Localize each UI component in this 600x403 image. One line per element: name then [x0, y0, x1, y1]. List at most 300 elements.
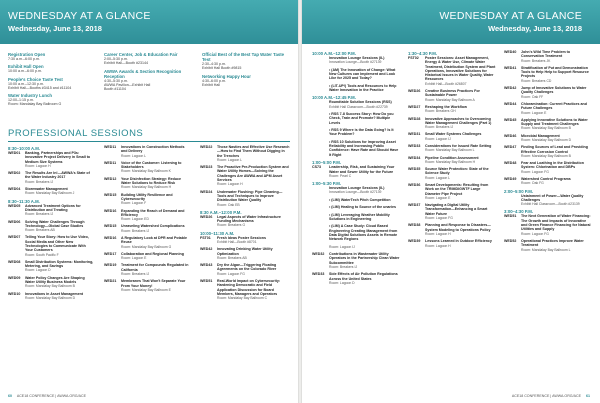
- session-body: [425, 156, 496, 164]
- session-code: WED44: [504, 101, 517, 106]
- session-entry: [312, 128, 400, 137]
- session-room: Room: Lagoon D: [329, 280, 355, 285]
- session-title: Small Distribution Systems: Monitoring, Metering, and Savings: [25, 259, 94, 269]
- session-code: [312, 186, 329, 194]
- session-title: Smart Developments: Resulting from Work on the TRIMDIGWTF Large Diameter Pipe Project: [425, 183, 489, 196]
- session-title: Those Nasties and Effective Use Research—How to Find Them Without Digging in the Trenches: [217, 145, 290, 158]
- event-detail: 2:30–4:30 p.m.: [202, 62, 226, 66]
- session-code: WED05: [8, 203, 21, 208]
- session-room: Room: Breakers GH: [425, 109, 456, 114]
- session-code: [312, 128, 329, 137]
- right-footer: [512, 394, 590, 398]
- session-room: Room: Mandalay Bay Ballroom B: [521, 153, 571, 158]
- session-body: [521, 214, 592, 235]
- session-room: Room: Oak EB: [217, 202, 240, 207]
- session-title: • RSS 10 Solutions for Improving Asset Reliability and Increasing Public Confidence: Have Rate and Should Have It Right: [329, 139, 399, 157]
- session-entry: [408, 132, 496, 140]
- session-code: WED08: [8, 259, 21, 264]
- time-slot-heading: 8:30–10:00 A.M.: [8, 146, 41, 151]
- session-room: Room: Lagoon E: [425, 195, 451, 200]
- session-code: WED06: [8, 219, 21, 224]
- session-code: WED01: [8, 151, 21, 155]
- session-entry: [504, 239, 592, 252]
- left-banner-date: Wednesday, June 13, 2018: [8, 24, 102, 33]
- session-title: Underwater Flushing: Pipe Cleaning—Tools and Techniques to Improve Distribution Water Quality: [217, 189, 283, 203]
- session-entry: [200, 263, 290, 276]
- session-body: [521, 86, 592, 99]
- session-entry: [504, 161, 592, 174]
- session-entry: [104, 193, 190, 206]
- session-body: [329, 68, 400, 81]
- session-code: WED26: [200, 214, 213, 219]
- session-title: Considerations for Issued Rate Setting: [425, 143, 492, 148]
- session-entry: [504, 145, 592, 158]
- session-entry: [408, 117, 496, 130]
- session-code: WED23: [200, 165, 213, 170]
- session-body: [521, 102, 592, 115]
- session-body: [329, 186, 400, 194]
- session-title: Contributions in Wastewater Utility Operators in the Partnership Clean Water Subcommittee: [329, 252, 400, 265]
- session-code: FST02: [408, 56, 419, 60]
- session-title: Innovation Lounge Sessions (IL): [329, 56, 385, 60]
- session-entry: [408, 144, 496, 152]
- session-title: Your Disinfection Strategy: Reduce Water Solutions to Reduce Risk: [121, 176, 182, 186]
- session-code: [504, 194, 521, 207]
- session-body: [329, 112, 400, 125]
- session-body: [521, 134, 592, 142]
- session-code: WED12: [104, 176, 117, 181]
- event-title: Registration Open: [8, 52, 46, 57]
- time-slot-heading: 10:00 A.M.–12:00 P.M.: [312, 51, 356, 56]
- session-entry: [8, 220, 94, 233]
- session-title: Advanced Treatment Options for Distribution and Treating: [25, 203, 81, 212]
- session-code: WED42: [504, 86, 517, 91]
- session-body: [217, 145, 290, 162]
- session-title: Planning and Response to Disasters—System Modeling to Operations Policy: [425, 223, 491, 232]
- session-title: Expanding the Reach of Demand and Efficiency: [121, 208, 185, 217]
- event-item: [202, 74, 288, 88]
- session-code: WED31: [408, 132, 421, 137]
- session-code: [312, 56, 329, 64]
- session-entry: [408, 203, 496, 220]
- session-entry: [504, 134, 592, 142]
- session-title: Innovating Drinking Water Utility Optimization: [217, 247, 273, 256]
- session-body: [521, 239, 592, 252]
- session-body: [25, 204, 94, 217]
- session-body: [25, 235, 94, 256]
- right-banner-title: WEDNESDAY AT A GLANCE: [439, 10, 582, 22]
- session-room: Room: Lagoon IJ: [329, 244, 355, 249]
- right-footer-text: ACE18 CONFERENCE | AWWA.ORG/ACE: [511, 394, 581, 398]
- session-code: WED37: [408, 203, 421, 208]
- session-title: Leadership, Risk, and Sustaining Your Water and Sewer Utility for the Future: [329, 165, 395, 174]
- session-code: [312, 84, 329, 93]
- session-code: WED26: [408, 89, 421, 94]
- session-entry: [312, 198, 400, 202]
- session-entry: [312, 140, 400, 157]
- session-code: WED46: [504, 133, 517, 138]
- session-room: Room: Oak FF: [521, 94, 544, 99]
- session-body: [521, 66, 592, 83]
- session-code: WED38: [408, 223, 421, 228]
- session-title: Innovations in Construction Methods and Delivery: [121, 145, 185, 154]
- left-footer: [8, 394, 86, 398]
- session-code: WED21: [104, 279, 117, 284]
- session-title: The Results Are In!—AWWA's State of the Water Industry 2017: [25, 171, 90, 180]
- session-code: WED51: [504, 214, 517, 219]
- session-body: [329, 198, 400, 202]
- session-title: Applying Innovative Solutions to Water Supply and Treatment Challenges: [521, 117, 588, 127]
- session-code: CS73: [312, 165, 321, 170]
- session-body: [425, 132, 496, 140]
- at-a-glance-events: [8, 52, 290, 114]
- left-banner-title: WEDNESDAY AT A GLANCE: [8, 10, 151, 22]
- session-entry: [312, 213, 400, 222]
- left-sessions-column-3: [200, 145, 290, 303]
- session-code: WED15: [104, 224, 117, 229]
- session-room: Room: Mandalay Bay Ballroom E: [121, 287, 171, 292]
- session-code: WED28: [408, 116, 421, 121]
- session-title: Navigating a Digital Utility Transformation—Enhancing a Smart Water Future: [425, 203, 488, 216]
- session-entry: [8, 151, 94, 168]
- events-column-2: [104, 52, 190, 94]
- session-title: Solving Water Challenges Through Technology—Global Case Studies: [25, 219, 85, 228]
- session-entry: [504, 214, 592, 235]
- session-title: Treatment for Compounds Regulated in California: [121, 263, 189, 272]
- session-title: Jump of Innovative Solutions to Water Quality Challenges: [521, 86, 587, 95]
- session-entry: [8, 276, 94, 289]
- time-slot-heading: 10:00–11:30 A.M.: [200, 230, 235, 236]
- time-slot-heading: 1:00–5:30 P.M.: [312, 181, 342, 187]
- session-title: • (LIM) Healing to Source of the unaries: [329, 205, 396, 210]
- session-body: [121, 224, 190, 232]
- session-body: [217, 215, 290, 228]
- session-entry: [312, 252, 400, 269]
- session-entry: [104, 279, 190, 292]
- session-title: Stormwater Management: [25, 187, 68, 192]
- session-room: Room: Mandalay Bay Ballroom D: [25, 295, 76, 300]
- event-title: Networking Happy Hour: [202, 73, 251, 79]
- session-code: WED33: [408, 143, 421, 148]
- session-title: John's Wild Time Problem to Conservation Treatment: [521, 50, 571, 59]
- session-entry: [8, 260, 94, 273]
- session-code: WED34: [408, 155, 421, 160]
- session-entry: [504, 177, 592, 185]
- session-title: The Next Generation of Water Financing: The Growth and Impacts of Innovative and Green Finance Financing for Natural Utilities and Supply: [521, 214, 591, 232]
- session-body: [25, 292, 94, 300]
- session-code: WED22: [200, 145, 213, 149]
- session-room: Innovation Lounge—Booth #27139: [329, 190, 382, 195]
- session-entry: [408, 56, 496, 86]
- session-code: WED42: [200, 247, 213, 252]
- session-room: Room: Mandalay Bay Ballroom B: [521, 126, 571, 131]
- session-code: WED48: [504, 161, 517, 166]
- session-entry: [8, 235, 94, 256]
- session-entry: [408, 167, 496, 180]
- session-code: WED17: [104, 251, 117, 256]
- session-body: [121, 145, 190, 158]
- session-room: Room: Mandalay Bay Ballroom G: [121, 244, 172, 249]
- session-entry: [104, 263, 190, 276]
- session-title: • (LIT-UP!) Tools and Resources to Help Water Innovation in the Practice: [329, 83, 397, 92]
- session-code: WED07: [8, 235, 21, 240]
- session-entry: [8, 187, 94, 195]
- session-room: Room: Breakers IJ: [121, 272, 150, 276]
- session-entry: [8, 292, 94, 300]
- event-detail: Booth #11104: [104, 87, 126, 92]
- session-entry: [104, 145, 190, 158]
- session-room: Room: Mandalay Bay Ballroom K: [121, 169, 171, 174]
- session-body: [329, 165, 400, 178]
- session-entry: [504, 118, 592, 131]
- session-title: Real-World Impact on Cybersecurity: Hardening Democratic and Field Application Discussion for Board Members, Managers and Operators: [217, 279, 281, 296]
- session-body: [25, 171, 94, 184]
- right-sessions-column-3: [504, 50, 592, 255]
- session-code: WED36: [408, 183, 421, 187]
- session-room: Room: South Pacific F: [25, 252, 59, 257]
- session-title: Telling Your Story: How to Use Video, Social Media and Other New Technologies to Communicate With Your Customers: [25, 235, 89, 253]
- left-sessions-column-2: [104, 145, 190, 295]
- session-entry: [504, 86, 592, 99]
- session-title: Dry the Algae—Triggering Floating Agreements on the Colorado River: [217, 263, 277, 272]
- session-title: Stratification of Put and Demonstration Tools to Help Help to Support Resource Projects: [521, 65, 589, 79]
- session-body: [217, 165, 290, 186]
- session-entry: [312, 272, 400, 285]
- session-body: [329, 84, 400, 93]
- professional-sessions-heading: PROFESSIONAL SESSIONS: [8, 128, 144, 139]
- session-code: [312, 224, 329, 241]
- event-detail: Exhibit Hall—Booths #3415 and #11104: [8, 85, 72, 90]
- session-room: Room: Lagoon L: [121, 153, 147, 158]
- session-title: Reshaping the Workflow: [425, 104, 467, 109]
- right-sessions-column-2: [408, 50, 496, 251]
- left-sessions-column-1: [8, 145, 94, 303]
- session-code: WED19: [104, 263, 117, 268]
- session-code: WED11: [104, 145, 117, 149]
- left-banner: [0, 0, 298, 44]
- left-footer-text: ACE18 CONFERENCE | AWWA.ORG/ACE: [16, 394, 86, 398]
- session-entry: [408, 223, 496, 236]
- event-item: [8, 64, 92, 73]
- session-code: [312, 100, 329, 108]
- session-title: Legal Aspects of Water Infrastructure Funding Mechanisms: [217, 214, 281, 224]
- event-detail: 12:00–1:15 p.m.: [8, 98, 34, 103]
- session-title: Voice of the Customer: Listening to Stakeholders: [121, 160, 182, 170]
- session-code: WED16: [104, 235, 117, 240]
- session-entry: [312, 245, 400, 249]
- session-body: [521, 161, 592, 174]
- left-page: [0, 0, 298, 403]
- events-column-3: [202, 52, 288, 90]
- right-banner-date: Wednesday, June 13, 2018: [488, 24, 582, 33]
- session-body: [425, 117, 496, 130]
- session-entry: [504, 102, 592, 115]
- event-detail: Exhibit Hall: [202, 82, 220, 87]
- session-room: Room: Mandalay Bay Ballroom B: [25, 284, 75, 289]
- session-body: [329, 140, 400, 157]
- left-page-number: 60: [8, 394, 12, 398]
- session-body: [121, 263, 190, 276]
- session-title: Creative Business Practices For Sustainable Power: [425, 89, 480, 98]
- right-page-number: 61: [586, 394, 590, 398]
- session-room: Room: Mandalay Bay Ballroom J: [25, 191, 75, 196]
- session-room: Room: Lagoon FG: [521, 169, 549, 174]
- session-room: Room: Breakers IJ: [329, 265, 358, 269]
- session-title: Fresh Ideas Poster Sessions: [217, 235, 266, 240]
- event-detail: 4:30–6:00 p.m.: [202, 78, 226, 83]
- heading-rule: [8, 141, 290, 142]
- session-body: [25, 260, 94, 273]
- event-title: Career Center, Job & Education Fair: [104, 52, 178, 57]
- event-title: Exhibit Hall Open: [8, 64, 44, 70]
- session-room: Room: Breakers IJ: [25, 179, 54, 184]
- session-title: • RSS 9 Where is the Data Going? Is It Your Problem?: [329, 128, 394, 137]
- session-title: Water Policy Changes Are Shaping Water Utility Business Models: [25, 275, 85, 285]
- session-entry: [408, 89, 496, 102]
- session-room: Room: Breakers AB: [25, 228, 55, 233]
- session-room: Room: Lagoon FG: [217, 271, 245, 276]
- session-code: WED35: [408, 167, 421, 172]
- session-entry: [504, 50, 592, 63]
- session-entry: [504, 66, 592, 83]
- session-title: Unraveling Watershed Complications: [121, 224, 185, 229]
- session-title: Ustainment of Power—Water Quality Challenges: [521, 193, 584, 202]
- session-entry: [200, 165, 290, 186]
- session-entry: [312, 56, 400, 64]
- session-room: Innovation Lounge—Booth #27139: [329, 60, 382, 65]
- session-entry: [408, 183, 496, 200]
- session-room: Room: Lagoon FG: [521, 231, 549, 236]
- session-title: Fear and Loathing in the Distribution System: Chlorination and DBPs: [521, 161, 584, 170]
- session-title: Watershed Control Programs: [521, 177, 571, 181]
- session-code: WED39: [408, 239, 421, 244]
- session-room: Exhibit Hall—Booth #26807: [425, 81, 467, 86]
- session-room: Room: Mandalay Bay Ballroom L: [425, 148, 475, 153]
- session-entry: [104, 236, 190, 249]
- session-entry: [312, 224, 400, 241]
- session-room: Room: Breakers IJ: [25, 212, 54, 217]
- event-detail: 4:30–5:30 p.m.: [104, 78, 128, 83]
- session-body: [329, 224, 400, 241]
- session-body: [521, 50, 592, 63]
- session-body: [329, 272, 400, 285]
- session-code: [312, 213, 329, 222]
- session-body: [329, 128, 400, 137]
- session-code: WED15: [104, 192, 117, 197]
- session-body: [217, 190, 290, 207]
- session-entry: [104, 224, 190, 232]
- session-entry: [8, 204, 94, 217]
- session-entry: [312, 165, 400, 178]
- session-code: WED45: [504, 117, 517, 122]
- session-title: Source Water Protection: State of the Science Study: [425, 167, 489, 176]
- session-body: [121, 236, 190, 249]
- session-code: WED10: [8, 291, 21, 296]
- session-code: [312, 205, 329, 209]
- event-detail: AWWA Pavilion—Exhibit Hall: [104, 82, 151, 87]
- session-room: Room: Breakers G: [217, 223, 246, 228]
- event-item: [104, 69, 190, 92]
- session-title: • RSS 7-8 Success Story: How Do you Check, Train and Promote? Multiple Levels: [329, 112, 394, 125]
- session-entry: [312, 100, 400, 108]
- session-room: Room: Lagoon L: [425, 175, 451, 180]
- session-body: [425, 183, 496, 200]
- session-code: WED16: [104, 208, 117, 213]
- time-slot-heading: 1:30–4:30 P.M.: [408, 51, 438, 56]
- session-entry: [312, 186, 400, 194]
- session-title: Small Water Systems Challenges: [425, 132, 482, 137]
- session-room: Room: Oak FG: [521, 181, 544, 186]
- session-body: [121, 279, 190, 292]
- time-slot-heading: 10:00 A.M.–12:45 P.M.: [312, 95, 356, 101]
- event-detail: 10:00 a.m.–12:30 p.m.: [8, 81, 44, 86]
- session-room: Exhibit Hall Classroom—Booth #23139: [521, 202, 580, 207]
- time-slot-heading: 8:30 A.M.–12:00 P.M.: [200, 209, 242, 215]
- session-body: [217, 236, 290, 244]
- session-body: [329, 245, 400, 249]
- session-title: Lessons Learned in Outdoor Efficiency: [425, 239, 492, 244]
- session-body: [217, 279, 290, 300]
- session-entry: [408, 156, 496, 164]
- events-column-1: [8, 52, 92, 110]
- session-room: Room: Lagoon D: [25, 268, 51, 273]
- session-entry: [312, 68, 400, 81]
- session-code: WED24: [200, 189, 213, 194]
- session-body: [25, 187, 94, 195]
- session-room: Room: Lagoon IJ: [425, 136, 451, 141]
- session-room: Room: Mandalay Bay Ballroom H: [425, 159, 476, 164]
- session-title: Roundtable Solution Sessions (RSS): [329, 100, 392, 105]
- session-title: Innovations in Asset Management: [25, 291, 83, 296]
- session-room: Room: Lagoon H: [425, 243, 451, 248]
- session-code: WED02: [8, 171, 21, 176]
- session-code: [312, 198, 329, 202]
- session-room: Room: Mandalay Bay Ballroom D: [521, 137, 572, 142]
- session-code: WED43: [200, 263, 213, 268]
- session-code: WED51: [200, 279, 213, 284]
- session-entry: [200, 215, 290, 228]
- session-body: [329, 252, 400, 269]
- session-code: [312, 140, 329, 157]
- session-room: Room: Pearl C: [329, 173, 352, 178]
- session-body: [521, 118, 592, 131]
- session-title: • (LIM) WaterTech Pitch Competition: [329, 197, 391, 202]
- session-entry: [104, 252, 190, 260]
- session-code: WED33: [312, 272, 325, 277]
- session-body: [425, 167, 496, 180]
- right-sessions-column-1: [312, 50, 400, 288]
- session-title: • (LIM) Leveraging Weather Mobility Solutions in Engineering: [329, 212, 390, 221]
- session-room: Room: Lagoon ED: [121, 217, 149, 222]
- session-entry: [200, 236, 290, 244]
- session-body: [329, 100, 400, 108]
- session-entry: [312, 84, 400, 93]
- session-body: [121, 161, 190, 174]
- session-room: Room: Mandalay Bay Ballroom H: [121, 185, 172, 190]
- session-body: [217, 263, 290, 276]
- session-room: Room: Breakers IJ: [425, 125, 454, 130]
- session-entry: [8, 171, 94, 184]
- session-body: [521, 194, 592, 207]
- event-item: [202, 52, 288, 71]
- session-body: [217, 247, 290, 260]
- event-detail: Room: Mandalay Bay Ballroom G: [8, 102, 62, 107]
- session-code: FST01: [200, 235, 211, 240]
- event-detail: 7:30 a.m.–6:00 p.m.: [8, 57, 40, 61]
- session-entry: [104, 177, 190, 190]
- session-title: Poster Sessions: Asset Management, Energy & Water Use, Climate Water Treatment, Distribution System and Plant Operations, Innovative Solutions for Historical Issues in Water Quality, Water Resources: [425, 56, 496, 82]
- session-title: Banking, Partnerships and P3s: Innovative Project Delivery in Small to Medium Size Systems: [25, 151, 91, 164]
